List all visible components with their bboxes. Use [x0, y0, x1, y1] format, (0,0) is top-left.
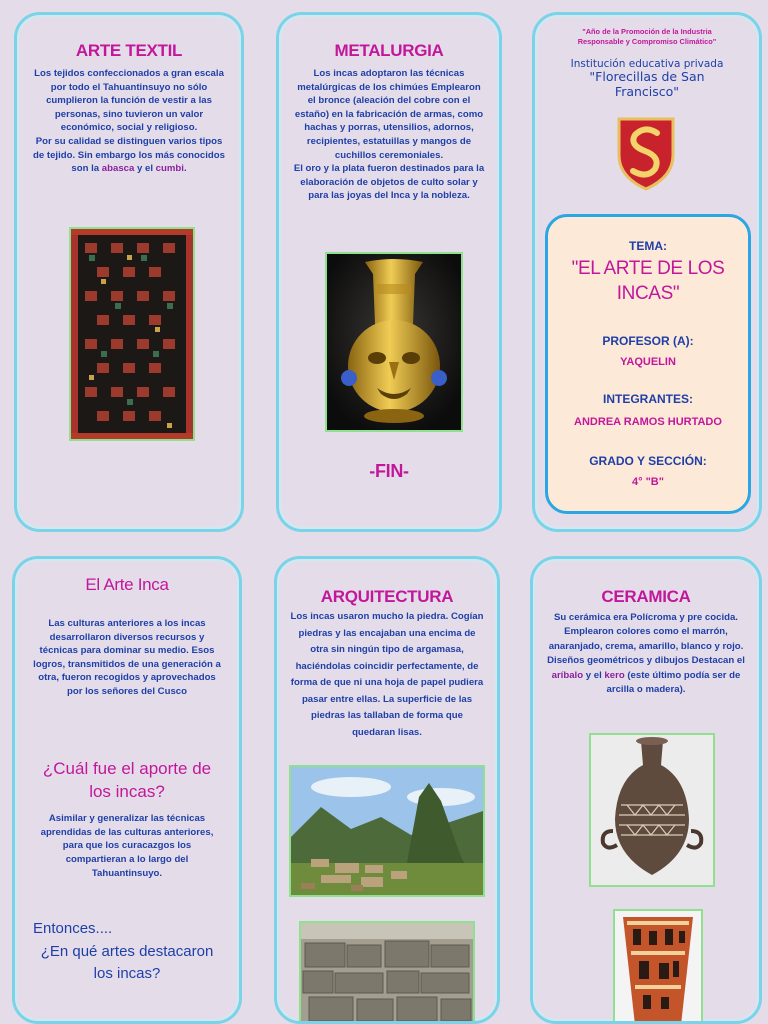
- aribalo-vessel-icon: [591, 735, 713, 885]
- panel-body: [547, 611, 745, 697]
- end-mark: -FIN-: [369, 461, 409, 481]
- school-shield-icon: [615, 115, 677, 191]
- term-abasca: abasca: [101, 163, 135, 175]
- textile-pattern-icon: [71, 229, 193, 439]
- grado-value: 4° "B": [632, 476, 664, 489]
- gold-vessel-icon: [327, 254, 461, 430]
- panel-title: METALURGIA: [334, 41, 444, 60]
- panel-metalurgia: [276, 12, 502, 532]
- kero-image: [613, 909, 703, 1024]
- year-header: "Año de la Promoción de la Industria Responsable y Compromiso Climático": [577, 27, 717, 46]
- panel-arquitectura: [274, 556, 500, 1024]
- paragraph: Diseños geométricos y dibujos Destacan el aríbalo y el kero (este último podía ser de arcilla o madera).: [547, 655, 745, 695]
- paragraph: El oro y la plata fueron destinados para la elaboración de objetos de culto solar y para las joyas del Inca y la nobleza.: [293, 163, 485, 202]
- kero-cup-icon: [615, 911, 701, 1024]
- mountain-ruins-icon: [291, 767, 483, 895]
- panel-body: [293, 67, 485, 203]
- panel-ceramica: [530, 556, 762, 1024]
- institution-name: "Florecillas de San Francisco": [589, 69, 705, 99]
- panel-title: ARQUITECTURA: [320, 587, 454, 606]
- grado-label: GRADO Y SECCIÓN:: [589, 454, 707, 469]
- panel-body: Los incas usaron mucho la piedra. Cogían piedras y las encajaban una encima de otra sin ningún tipo de argamasa, haciéndolas coincidir perfectamente, de forma de que ni una hoja de papel pudiera pasar entre ellas. La superficie de las piedras las tallaban de forma que quedaran lisas.: [290, 611, 484, 738]
- machu-picchu-image: [289, 765, 485, 897]
- textile-image: [69, 227, 195, 441]
- paragraph: Los incas adoptaron las técnicas metalúrgicas de los chimúes Emplearon el bronce (aleación del cobre con el estaño) en la fabricación de armas, como hachas y porras, utensilios, adornos, recipientes, estatuillas y mangos de cuchillos ceremoniales.: [294, 68, 484, 161]
- term-aribalo: aríbalo: [551, 669, 584, 681]
- aribalo-image: [589, 733, 715, 887]
- profesor-label: PROFESOR (A):: [602, 334, 694, 349]
- paragraph: Por su calidad se distinguen varios tipos de tejido. Sin embargo los más conocidos son la abasca y el cumbi.: [33, 136, 225, 175]
- aporte-question: ¿Cuál fue el aporte de los incas?: [42, 758, 212, 802]
- panel-arte-inca: [12, 556, 242, 1024]
- panel-body: Las culturas anteriores a los incas desarrollaron diversos recursos y técnicas para dominar su medio. Esos logros, transmitidos de una generación a otra, fueron recogidos y aprovechados por los señores del Cusco: [33, 618, 221, 698]
- integrantes-label: INTEGRANTES:: [603, 392, 693, 407]
- paragraph: Su cerámica era Polícroma y pre cocida. Emplearon colores como el marrón, anaranjado, crema, amarillo, blanco y rojo.: [548, 612, 744, 652]
- term-cumbi: cumbi: [155, 163, 184, 175]
- tema-label: TEMA:: [629, 239, 667, 253]
- paragraph: Los tejidos confeccionados a gran escala por todo el Tahuantinsuyo no sólo cumplieron la función de vestir a las personas, sino tuvieron un valor económico, social y religioso.: [34, 68, 224, 134]
- panel-title: El Arte Inca: [85, 575, 169, 594]
- profesor-value: YAQUELIN: [620, 356, 676, 369]
- institution-type: Institución educativa privada: [570, 58, 724, 71]
- artes-question: ¿En qué artes destacaron los incas?: [40, 943, 214, 983]
- term-kero: kero: [604, 669, 625, 681]
- entonces-text: Entonces....: [33, 920, 113, 938]
- gold-vessel-image: [325, 252, 463, 432]
- aporte-answer: Asimilar y generalizar las técnicas aprendidas de las culturas anteriores, para que los curacazgos los compartieran a lo largo del Tahuantinsuyo.: [40, 813, 214, 879]
- integrantes-value: ANDREA RAMOS HURTADO: [574, 416, 722, 429]
- panel-title: CERAMICA: [601, 587, 691, 606]
- sacsayhuaman-image: [299, 921, 475, 1024]
- tema-value: "EL ARTE DE LOS INCAS": [571, 258, 725, 304]
- panel-arte-textil: [14, 12, 244, 532]
- stone-wall-icon: [301, 923, 473, 1024]
- panel-body: [33, 67, 225, 176]
- cover-info-box: [545, 214, 751, 514]
- panel-title: ARTE TEXTIL: [75, 41, 183, 60]
